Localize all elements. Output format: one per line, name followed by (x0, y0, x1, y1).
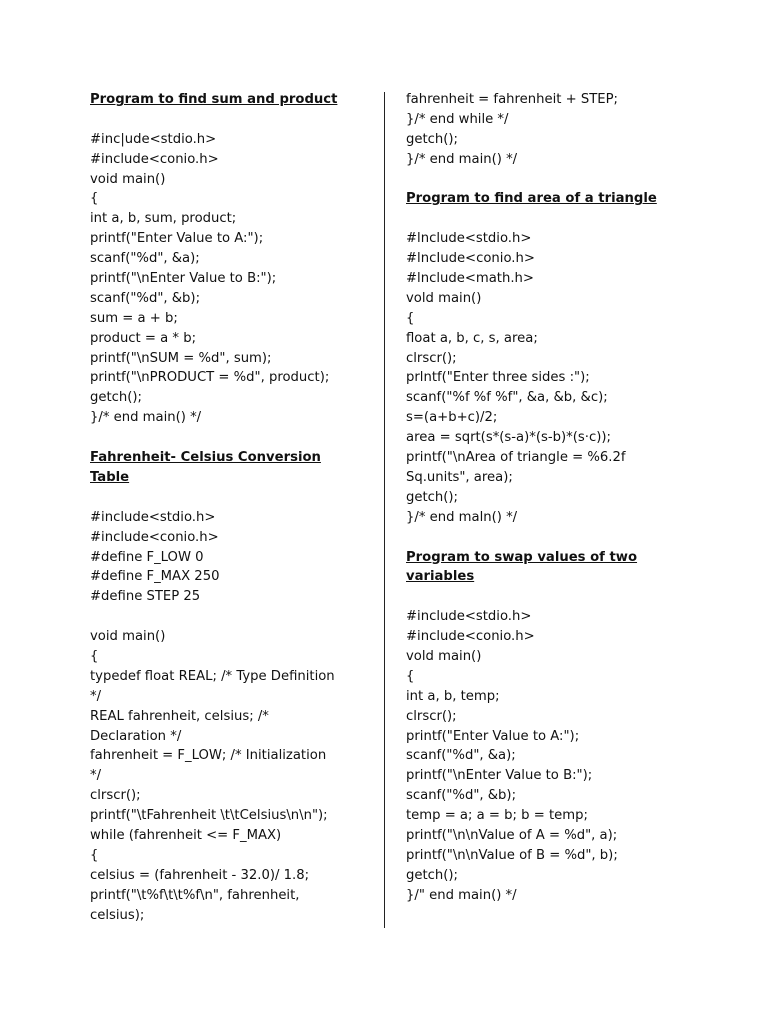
code-line: printf("Enter Value to A:"); (406, 728, 580, 744)
code-line: clrscr(); (406, 350, 457, 366)
code-line: REAL fahrenheit, celsius; /* (90, 708, 269, 724)
right-column (406, 90, 688, 906)
code-line: area = sqrt(s*(s-a)*(s-b)*(s·c)); (406, 430, 611, 446)
code-line: #lnclude<stdio.h> (406, 231, 532, 247)
section-heading: Program to find area of a triangle (406, 191, 657, 207)
code-line: Declaration */ (90, 728, 182, 744)
code-line: prlntf("Enter three sides :"); (406, 370, 590, 386)
blank-line (90, 110, 372, 130)
code-line: #lnclude<math.h> (406, 271, 534, 287)
blank-line (406, 587, 688, 607)
code-line: { (406, 310, 415, 326)
section-heading: Fahrenheit- Celsius Conversion (90, 450, 321, 466)
column-divider (384, 92, 385, 928)
code-line: printf("\nEnter Value to B:"); (406, 768, 593, 784)
code-line: celsius = (fahrenheit - 32.0)/ 1.8; (90, 867, 310, 883)
code-line (90, 607, 372, 627)
code-line: getch(); (90, 390, 142, 406)
code-line: scanf("%d", &b); (90, 290, 201, 306)
code-line: { (90, 191, 99, 207)
code-line: clrscr(); (90, 788, 141, 804)
code-line: sum = a + b; (90, 310, 178, 326)
code-line: clrscr(); (406, 708, 457, 724)
code-line: { (90, 648, 99, 664)
section-heading: Program to swap values of two (406, 549, 638, 565)
code-line: s=(a+b+c)/2; (406, 410, 498, 426)
code-line: product = a * b; (90, 330, 197, 346)
code-line: scanf("%d", &a); (406, 748, 516, 764)
code-line: #include<stdio.h> (90, 509, 216, 525)
code-line: #include<conio.h> (90, 151, 219, 167)
code-line: float a, b, c, s, area; (406, 330, 538, 346)
left-column (90, 90, 372, 925)
section-heading: Table (90, 469, 130, 485)
code-line: while (fahrenheit <= F_MAX) (90, 828, 282, 843)
code-line: }/* end while */ (406, 111, 509, 127)
code-line: vold main() (406, 290, 482, 306)
code-line: #inc|ude<stdio.h> (90, 131, 217, 147)
code-line: temp = a; a = b; b = temp; (406, 808, 588, 824)
blank-line (406, 170, 688, 190)
code-line: celsius); (90, 907, 145, 923)
code-line: int a, b, temp; (406, 688, 500, 704)
code-line: }/* end maln() */ (406, 509, 518, 525)
code-line: */ (90, 768, 102, 784)
code-line: #include<conio.h> (90, 529, 219, 545)
code-line: #define F_LOW 0 (90, 549, 204, 565)
code-line: int a, b, sum, product; (90, 211, 237, 227)
code-line: printf("\n\nValue of A = %d", a); (406, 828, 618, 843)
code-line: printf("\nArea of triangle = %6.2f (406, 450, 626, 466)
code-line: { (90, 847, 99, 863)
blank-line (406, 528, 688, 548)
code-line: printf("\nEnter Value to B:"); (90, 271, 277, 287)
code-line: getch(); (406, 131, 458, 147)
code-line: printf("\nSUM = %d", sum); (90, 350, 272, 366)
code-line: scanf("%d", &b); (406, 788, 517, 804)
code-line: }/* end main() */ (406, 151, 518, 167)
code-line: scanf("%d", &a); (90, 251, 200, 267)
code-line: printf("\nPRODUCT = %d", product); (90, 370, 330, 386)
code-line: #define STEP 25 (90, 589, 201, 605)
blank-line (406, 209, 688, 229)
section-heading: variables (406, 569, 475, 585)
code-line: fahrenheit = F_LOW; /* Initialization (90, 748, 327, 764)
code-line: }/* end main() */ (90, 410, 202, 426)
code-line: void main() (90, 171, 166, 187)
code-line: Sq.units", area); (406, 469, 513, 485)
blank-line (90, 428, 372, 448)
code-line: void main() (90, 629, 166, 645)
code-line: printf("Enter Value to A:"); (90, 231, 264, 247)
code-line: typedef float REAL; /* Type Definition (90, 668, 335, 684)
blank-line (90, 488, 372, 508)
code-line: printf("\n\nVaIue of B = %d", b); (406, 847, 618, 863)
code-line: vold main() (406, 648, 482, 664)
code-line: scanf("%f %f %f", &a, &b, &c); (406, 390, 608, 406)
code-line: #define F_MAX 250 (90, 569, 220, 585)
code-line: */ (90, 688, 102, 704)
code-line: getch(); (406, 489, 458, 505)
code-line: #lncIude<conio.h> (406, 251, 535, 267)
code-line: printf("\tFahrenheit \t\tCelsius\n\n"); (90, 808, 328, 824)
code-line: getch(); (406, 867, 458, 883)
code-line: fahrenheit = fahrenheit + STEP; (406, 92, 619, 107)
code-line: #include<conio.h> (406, 629, 535, 645)
code-line: printf("\t%f\t\t%f\n", fahrenheit, (90, 887, 300, 903)
code-line: { (406, 668, 415, 684)
code-line: }/" end main() */ (406, 887, 517, 903)
section-heading: Program to find sum and product (90, 92, 338, 107)
code-line: #include<stdio.h> (406, 609, 532, 625)
